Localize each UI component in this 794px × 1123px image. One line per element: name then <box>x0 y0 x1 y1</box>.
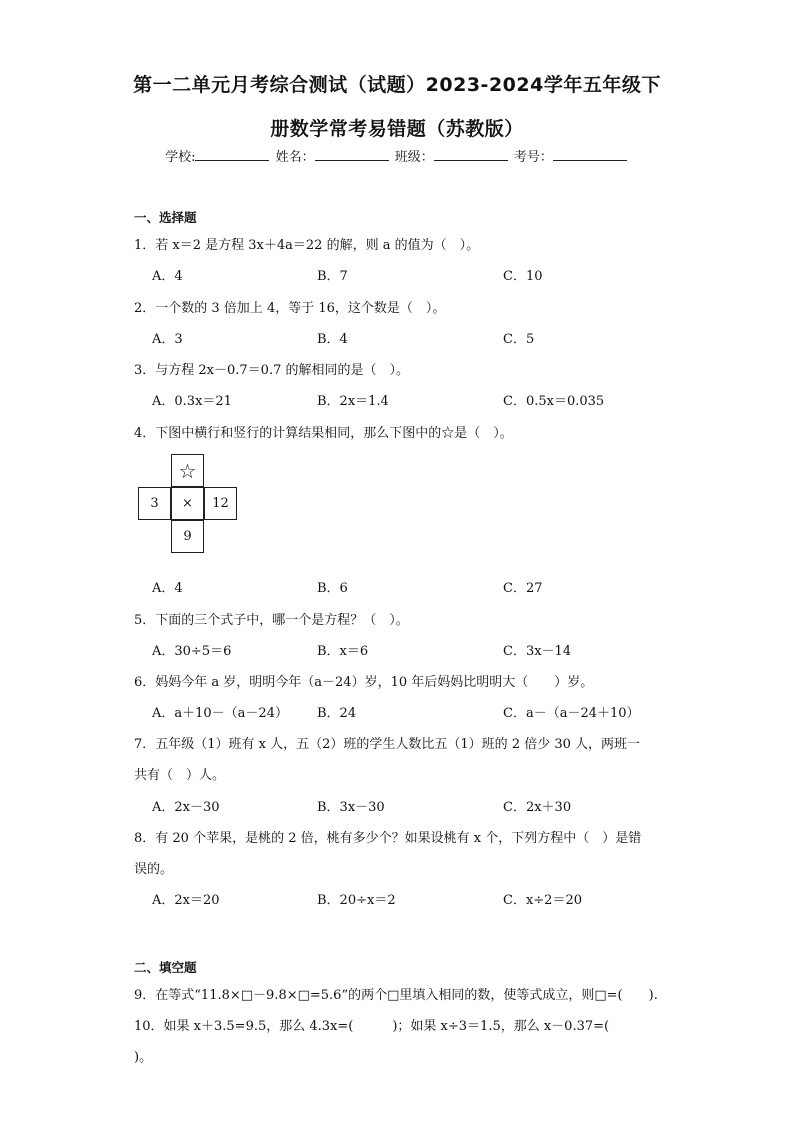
q7-option-a[interactable]: A．2x－30 <box>152 800 220 815</box>
q8-option-a[interactable]: A．2x＝20 <box>152 893 220 908</box>
question-6: 6．妈妈今年 a 岁，明明今年（a－24）岁，10 年后妈妈比明明大（ ）岁。 <box>134 675 594 690</box>
section-choice-heading: 一、选择题 <box>134 210 197 225</box>
q3-option-c[interactable]: C．0.5x＝0.035 <box>503 394 605 409</box>
grid-cell-top-star: ☆ <box>171 454 204 487</box>
q2-option-c[interactable]: C．5 <box>503 332 535 347</box>
question-1: 1．若 x＝2 是方程 3x＋4a＝22 的解，则 a 的值为（ ）。 <box>134 238 480 253</box>
grid-cell-bottom: 9 <box>171 520 204 553</box>
grid-cell-right: 12 <box>204 487 237 520</box>
q8-option-b[interactable]: B．20÷x＝2 <box>317 893 396 908</box>
q8-option-c[interactable]: C．x÷2＝20 <box>503 893 582 908</box>
q2-option-a[interactable]: A．3 <box>152 332 183 347</box>
q3-option-b[interactable]: B．2x＝1.4 <box>317 394 389 409</box>
question-8-line-1: 8．有 20 个苹果，是桃的 2 倍，桃有多少个？如果设桃有 x 个，下列方程中（ ）是错 <box>134 831 642 846</box>
q6-option-c[interactable]: C．a－（a－24＋10） <box>503 706 640 721</box>
q6-option-b[interactable]: B．24 <box>317 706 357 721</box>
question-7-line-2: 共有（ ）人。 <box>134 768 226 783</box>
question-3: 3．与方程 2x－0.7＝0.7 的解相同的是（ ）。 <box>134 363 409 378</box>
question-4: 4．下图中横行和竖行的计算结果相同，那么下图中的☆是（ ）。 <box>134 426 513 441</box>
q1-option-c[interactable]: C．10 <box>503 269 543 284</box>
school-blank[interactable] <box>195 148 269 161</box>
q4-option-a[interactable]: A．4 <box>152 581 183 596</box>
question-9: 9．在等式“11.8×□－9.8×□=5.6”的两个□里填入相同的数，使等式成立，则□=( ). <box>134 988 658 1003</box>
q5-option-b[interactable]: B．x＝6 <box>317 644 369 659</box>
grid-cell-center: × <box>171 487 204 520</box>
q4-option-b[interactable]: B．6 <box>317 581 348 596</box>
number-blank[interactable] <box>553 148 627 161</box>
q6-option-a[interactable]: A．a＋10－（a－24） <box>152 706 288 721</box>
class-blank[interactable] <box>434 148 508 161</box>
school-label: 学校: <box>165 150 196 165</box>
q1-option-a[interactable]: A．4 <box>152 269 183 284</box>
question-10-line-2: )。 <box>134 1050 153 1065</box>
q3-option-a[interactable]: A．0.3x＝21 <box>152 394 232 409</box>
student-info-line <box>0 146 794 165</box>
question-10-line-1: 10．如果 x＋3.5=9.5，那么 4.3x=( )；如果 x÷3＝1.5，那么 x－0.37=( <box>134 1019 610 1034</box>
q7-option-b[interactable]: B．3x－30 <box>317 800 385 815</box>
section-fill-heading: 二、填空题 <box>134 960 197 975</box>
number-label: 考号： <box>513 150 553 165</box>
page-title-line-1: 第一二单元月考综合测试（试题）2023-2024学年五年级下 <box>133 74 661 96</box>
question-7-line-1: 7．五年级（1）班有 x 人，五（2）班的学生人数比五（1）班的 2 倍少 30 人，两班一 <box>134 737 641 752</box>
question-8-line-2: 误的。 <box>134 862 174 877</box>
name-blank[interactable] <box>315 148 389 161</box>
q1-option-b[interactable]: B．7 <box>317 269 348 284</box>
q2-option-b[interactable]: B．4 <box>317 332 348 347</box>
question-5: 5．下面的三个式子中，哪一个是方程？（ ）。 <box>134 613 409 628</box>
q5-option-c[interactable]: C．3x－14 <box>503 644 572 659</box>
q7-option-c[interactable]: C．2x＋30 <box>503 800 572 815</box>
question-2: 2．一个数的 3 倍加上 4，等于 16，这个数是（ ）。 <box>134 301 446 316</box>
name-label: 姓名： <box>275 150 315 165</box>
page-title-line-2: 册数学常考易错题（苏教版） <box>270 118 524 140</box>
q5-option-a[interactable]: A．30÷5＝6 <box>152 644 232 659</box>
q4-option-c[interactable]: C．27 <box>503 581 543 596</box>
grid-cell-left: 3 <box>138 487 171 520</box>
class-label: 班级： <box>394 150 434 165</box>
